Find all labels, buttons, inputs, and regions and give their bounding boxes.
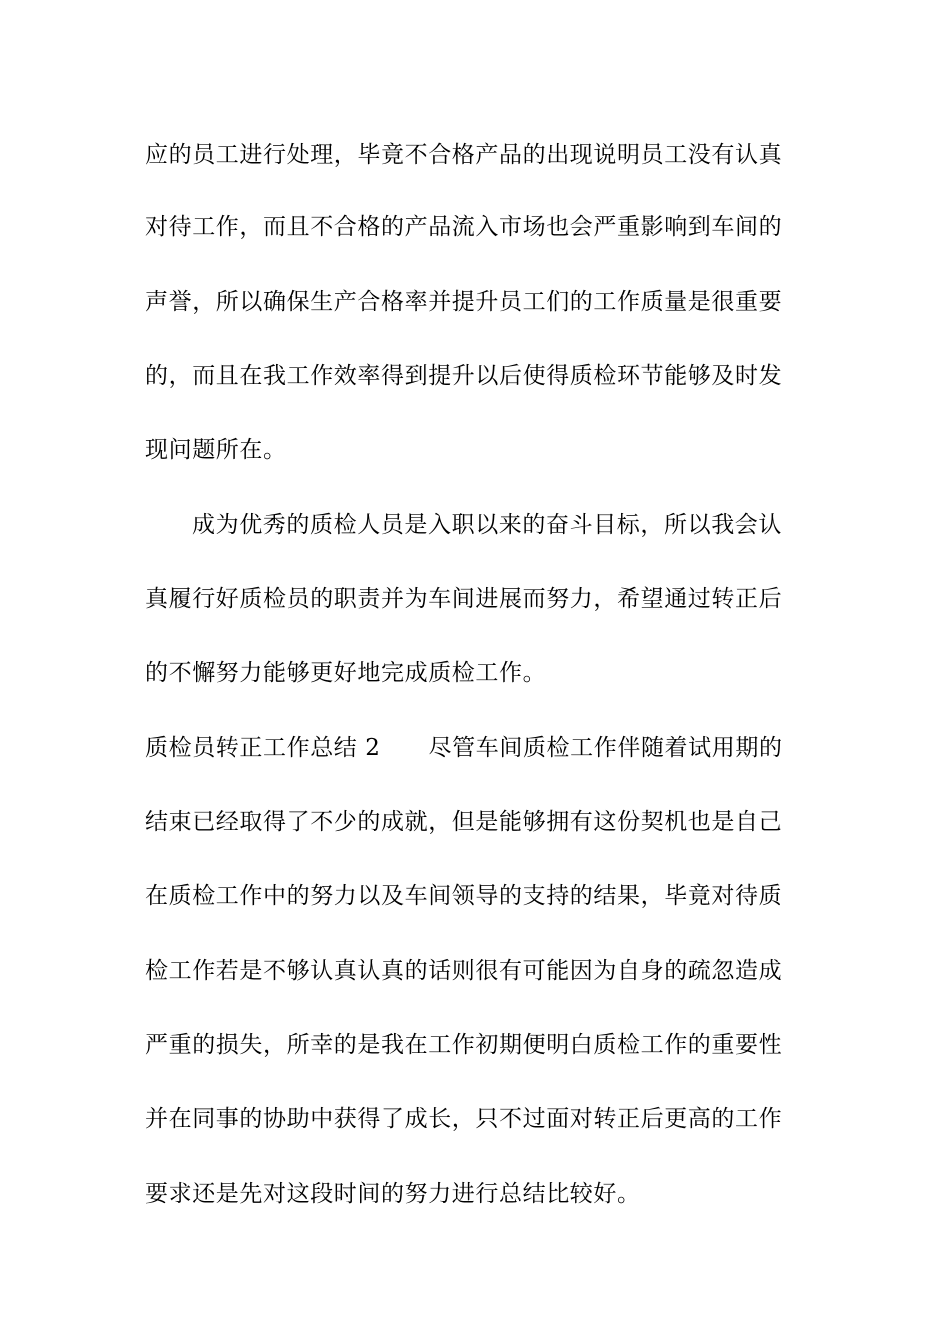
paragraph-line: 在质检工作中的努力以及车间领导的支持的结果，毕竟对待质 [145,883,783,909]
paragraph-line: 声誉，所以确保生产合格率并提升员工们的工作质量是很重要 [145,289,783,315]
paragraph-line: 并在同事的协助中获得了成长，只不过面对转正后更高的工作 [145,1106,783,1132]
paragraph-line: 现问题所在。 [145,437,287,463]
paragraph-line: 严重的损失，所幸的是我在工作初期便明白质检工作的重要性 [145,1032,783,1058]
paragraph-text: 尽管车间质检工作伴随着试用期的 [428,735,783,761]
paragraph-line: 要求还是先对这段时间的努力进行总结比较好。 [145,1181,641,1207]
paragraph-line: 对待工作，而且不合格的产品流入市场也会严重影响到车间的 [145,214,783,240]
paragraph-line: 结束已经取得了不少的成就，但是能够拥有这份契机也是自己 [145,809,783,835]
paragraph-line: 的，而且在我工作效率得到提升以后使得质检环节能够及时发 [145,363,783,389]
section-heading-line [145,732,815,764]
paragraph-line: 的不懈努力能够更好地完成质检工作。 [145,660,547,686]
section-heading: 质检员转正工作总结 2 [145,735,381,761]
paragraph-line: 真履行好质检员的职责并为车间进展而努力，希望通过转正后 [145,586,783,612]
paragraph-line: 应的员工进行处理，毕竟不合格产品的出现说明员工没有认真 [145,142,783,168]
paragraph-line: 检工作若是不够认真认真的话则很有可能因为自身的疏忽造成 [145,958,783,984]
paragraph-line: 成为优秀的质检人员是入职以来的奋斗目标，所以我会认 [192,512,782,538]
